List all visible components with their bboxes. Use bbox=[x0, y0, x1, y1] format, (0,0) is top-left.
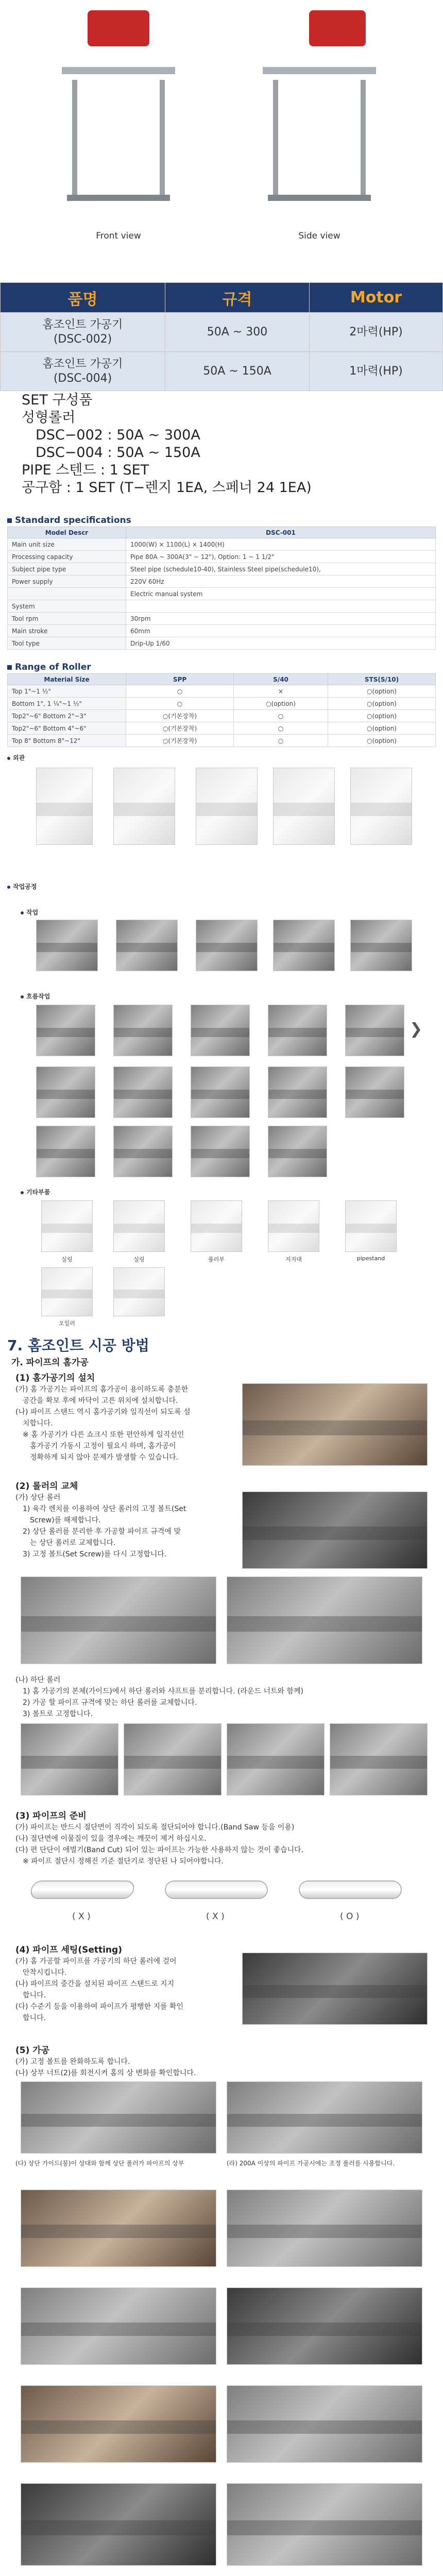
part-photo bbox=[268, 1200, 319, 1252]
step2-photo bbox=[227, 1577, 422, 1664]
work-photo bbox=[116, 920, 178, 971]
part-photo bbox=[41, 1267, 93, 1316]
roller-title: Range of Roller bbox=[7, 662, 91, 672]
table-row: Bottom 1", 1 ¼"~1 ½" ○ ○(option) ○(option) bbox=[8, 698, 436, 710]
step2b-photo bbox=[124, 1723, 222, 1795]
flow-photo bbox=[113, 1005, 173, 1056]
step3-title: (3) 파이프의 준비 bbox=[15, 1811, 87, 1821]
table-row bbox=[1, 313, 443, 352]
part-label: 오일러 bbox=[59, 1320, 75, 1327]
process-photo bbox=[227, 2385, 422, 2463]
step5-title: (5) 가공 bbox=[15, 2045, 50, 2056]
part-label: 실링 bbox=[133, 1256, 145, 1263]
step1-text: (가) 홈 가공기는 파이프의 홈가공이 용이하도록 충분한 공간을 확보 후에 바닥이 고른 위치에 설치합니다. (나) 파이프 스탠드 역시 홈가공기와 일직선이 되도록 설 치합니다. ※ 홈 가공기가 다른 쇼크시 또한 편안하게 일직선인 홈가공기 가동시 고정이 필요시 하며, 홈가공이 정확하게 되지 않아 문제가 발생할 수 있습니다. bbox=[15, 1385, 191, 1462]
step3-text: (가) 파이프는 반드시 절단면이 직각이 되도록 절단되어야 합니다.(Band Saw 등을 이용) (나) 절단면에 이물질이 있을 경우에는 깨끗이 제거 하십시오. (다) 편 단단이 애벌기(Band Cut) 되어 있는 파이프는 가능한 사용하지 않는 것이 좋습니다. ※ 파이프 절단시 정해진 기준 절단기로 정단된 나 되어야합니다. bbox=[15, 1823, 304, 1866]
part-label: 실링 bbox=[61, 1256, 73, 1263]
work-label: 작업 bbox=[21, 908, 38, 917]
table-row: Subject pipe type Steel pipe (schedule10-40), Stainless Steel pipe(schedule10), bbox=[8, 563, 436, 575]
table-row: Tool rpm 30rpm bbox=[8, 613, 436, 625]
pipe-diagram-good bbox=[299, 1880, 402, 1899]
pipe-diagram-bad-2 bbox=[165, 1880, 268, 1899]
overview-photo bbox=[350, 768, 412, 845]
pipe-caption: ( X ) bbox=[206, 1911, 225, 1922]
part-photo bbox=[113, 1267, 165, 1316]
set-line: PIPE 스텐드 : 1 SET bbox=[22, 462, 149, 478]
cell-motor: 2마력(HP) bbox=[310, 313, 443, 352]
set-line: 공구함 : 1 SET (T−렌지 1EA, 스페너 24 1EA) bbox=[22, 480, 312, 496]
table-row: Main stroke 60mm bbox=[8, 625, 436, 637]
product-table bbox=[0, 282, 443, 391]
pipe-caption: ( X ) bbox=[72, 1911, 91, 1922]
table-row: Top2"~6" Bottom 2"~3" ○(기본장착) ○ ○(option) bbox=[8, 710, 436, 722]
flow-label: 흐름작업 bbox=[21, 992, 50, 1001]
flow-photo bbox=[113, 1066, 173, 1118]
front-view-caption: Front view bbox=[96, 231, 141, 241]
step4-photo bbox=[242, 1953, 428, 2025]
col-header-motor: Motor bbox=[310, 283, 443, 313]
flow-photo bbox=[191, 1005, 250, 1056]
step4-text: (가) 홈 가공할 파이프를 가공기의 하단 롤러에 걸어 안착시킵니다. (나) 파이프의 중간을 설치된 파이프 스탠드로 지지 합니다. (다) 수준기 등을 이용하여 파이프가 평행한 지를 확인 합니다. bbox=[15, 1957, 184, 2022]
col-header-name: 품명 bbox=[1, 283, 165, 313]
part-photo bbox=[113, 1200, 165, 1252]
set-components bbox=[22, 392, 312, 497]
overview-photo bbox=[196, 768, 258, 845]
process-photo bbox=[227, 2483, 422, 2566]
procedure-title: 7. 홈조인트 시공 방법 bbox=[7, 1337, 149, 1354]
process-photo bbox=[21, 2190, 216, 2267]
cell-spec: 50A ~ 300 bbox=[165, 313, 310, 352]
roller-table: Material Size SPP S/40 STS(S/10) Top 1"~1 ½" ○ × ○(option) Bottom 1", 1 ¼"~1 ½" ○ ○(option) ○(option) Top2"~6" Bottom 2"~3" ○(기본장착) ○ ○(option) Top2"~6" Bottom 4"~6" ○(기본장착) ○ ○(option) Top 8" Bottom 8"~12" ○(기본장착) ○ ○(option) bbox=[7, 673, 436, 747]
step2-title: (2) 롤러의 교체 bbox=[15, 1481, 78, 1492]
work-photo bbox=[273, 920, 335, 971]
step2b-photo bbox=[227, 1723, 325, 1795]
table-row: Main unit size 1000(W) × 1100(L) × 1400(H) bbox=[8, 538, 436, 551]
part-photo bbox=[41, 1200, 93, 1252]
flow-photo bbox=[36, 1126, 95, 1177]
process-photo bbox=[227, 2287, 422, 2365]
flow-photo bbox=[191, 1066, 250, 1118]
pipe-diagram-bad-1 bbox=[29, 1880, 136, 1899]
step5-photo bbox=[21, 2081, 216, 2154]
table-row: Top 1"~1 ½" ○ × ○(option) bbox=[8, 685, 436, 698]
table-row bbox=[1, 352, 443, 391]
part-label: pipestand bbox=[356, 1255, 385, 1262]
step2b-text: (나) 하단 롤러 1) 홈 가공기의 본체(가이드)에서 하단 롤러와 샤프트를 분리합니다. (라운드 너트와 함께) 2) 가공 할 파이프 규격에 맞는 하단 롤러를 교체합니다. 3) 볼트로 고정합니다. bbox=[15, 1676, 303, 1718]
table-row: Top2"~6" Bottom 4"~6" ○(기본장착) ○ ○(option) bbox=[8, 722, 436, 735]
step2-text: (가) 상단 롤러 1) 육각 렌치를 이용하여 상단 롤러의 고정 볼트(Set Screw)를 해제합니다. 2) 상단 롤러를 분리한 후 가공할 파이프 규격에 맞 는 상단 롤러로 교체합니다. 3) 고정 볼트(Set Screw)를 다시 고정합니다. bbox=[15, 1494, 186, 1558]
process-photo bbox=[227, 2190, 422, 2267]
cell-name: 홈조인트 가공기 (DSC-002) bbox=[1, 313, 165, 352]
process-photo bbox=[21, 2385, 216, 2463]
step2-photo bbox=[242, 1492, 428, 1569]
procedure-subtitle: 가. 파이프의 홈가공 bbox=[11, 1358, 89, 1368]
step2b-photo bbox=[330, 1723, 428, 1795]
spec-title: Standard specifications bbox=[7, 515, 131, 526]
set-line: DSC−002 : 50A ~ 300A bbox=[22, 427, 200, 443]
part-photo bbox=[191, 1200, 242, 1252]
table-row: Processing capacity Pipe 80A ~ 300A(3" ~ 12"), Option: 1 ~ 1 1/2" bbox=[8, 551, 436, 563]
set-line: 성형롤러 bbox=[22, 410, 76, 426]
step5-text: (가) 고정 볼트를 완화하도록 합니다. (나) 상부 너트(2)를 회전시켜 홈의 상 변화를 확인합니다. bbox=[15, 2058, 196, 2077]
front-view-image bbox=[31, 5, 206, 227]
table-row: Electric manual system bbox=[8, 588, 436, 600]
step1-title: (1) 홈가공기의 설치 bbox=[15, 1373, 95, 1383]
work-photo bbox=[350, 920, 412, 971]
cell-motor: 1마력(HP) bbox=[310, 352, 443, 391]
step1-photo bbox=[242, 1383, 428, 1466]
table-row: Power supply 220V 60Hz bbox=[8, 575, 436, 588]
arrow-right-icon: ❯ bbox=[410, 1020, 423, 1038]
flow-photo bbox=[113, 1126, 173, 1177]
work-photo bbox=[36, 920, 98, 971]
step2-photo bbox=[21, 1577, 216, 1664]
flow-photo bbox=[36, 1066, 95, 1118]
cell-name: 홈조인트 가공기 (DSC-004) bbox=[1, 352, 165, 391]
overview-label: 외관 bbox=[7, 753, 25, 762]
table-row: System bbox=[8, 600, 436, 613]
flow-photo bbox=[191, 1126, 250, 1177]
part-label: 롤러부 bbox=[208, 1256, 225, 1263]
flow-photo bbox=[268, 1005, 327, 1056]
table-row: Tool type Drip-Up 1/60 bbox=[8, 637, 436, 650]
process-photo bbox=[21, 2287, 216, 2365]
parts-label: 기타부품 bbox=[21, 1188, 50, 1196]
set-line: SET 구성품 bbox=[22, 392, 93, 408]
flow-photo bbox=[345, 1005, 404, 1056]
step5-caption: (라) 200A 이상의 파이프 가공시에는 조정 롤러를 사용합니다. bbox=[227, 2160, 395, 2167]
side-view-caption: Side view bbox=[298, 231, 340, 241]
part-label: 지지대 bbox=[285, 1256, 302, 1263]
flow-photo bbox=[36, 1005, 95, 1056]
step5-photo bbox=[227, 2081, 422, 2154]
overview-photo bbox=[273, 768, 335, 845]
flow-photo bbox=[268, 1066, 327, 1118]
flow-photo bbox=[268, 1126, 327, 1177]
col-header-spec: 규격 bbox=[165, 283, 310, 313]
spec-table: Model Descr DSC-001 Main unit size 1000(W) × 1100(L) × 1400(H) Processing capacity Pipe 80A ~ 300A(3" ~ 12"), Option: 1 ~ 1 1/2" Subject pipe type Steel pipe (schedule10-40), Stainless Steel pipe(schedule10), Power supply 220V 60Hz Electric manual system System Tool rpm 30rpm Main stroke 60mm Tool type Drip-Up 1/60 bbox=[7, 527, 436, 650]
work-photo bbox=[196, 920, 258, 971]
step2b-photo bbox=[21, 1723, 118, 1795]
table-row: Top 8" Bottom 8"~12" ○(기본장착) ○ ○(option) bbox=[8, 735, 436, 747]
cell-spec: 50A ~ 150A bbox=[165, 352, 310, 391]
step5-caption: (다) 상단 가이드(봉)이 상대와 함께 상단 롤러가 파이프의 상부 bbox=[15, 2160, 184, 2167]
pipe-caption: ( O ) bbox=[340, 1911, 360, 1922]
overview-photo bbox=[36, 768, 93, 845]
step4-title: (4) 파이프 세팅(Setting) bbox=[15, 1945, 122, 1955]
part-photo bbox=[345, 1200, 397, 1252]
flow-photo bbox=[345, 1066, 404, 1118]
side-view-image bbox=[232, 5, 407, 227]
set-line: DSC−004 : 50A ~ 150A bbox=[22, 445, 200, 461]
process-photo bbox=[21, 2483, 216, 2566]
ops-label: 작업공정 bbox=[7, 882, 37, 891]
overview-photo bbox=[113, 768, 175, 845]
